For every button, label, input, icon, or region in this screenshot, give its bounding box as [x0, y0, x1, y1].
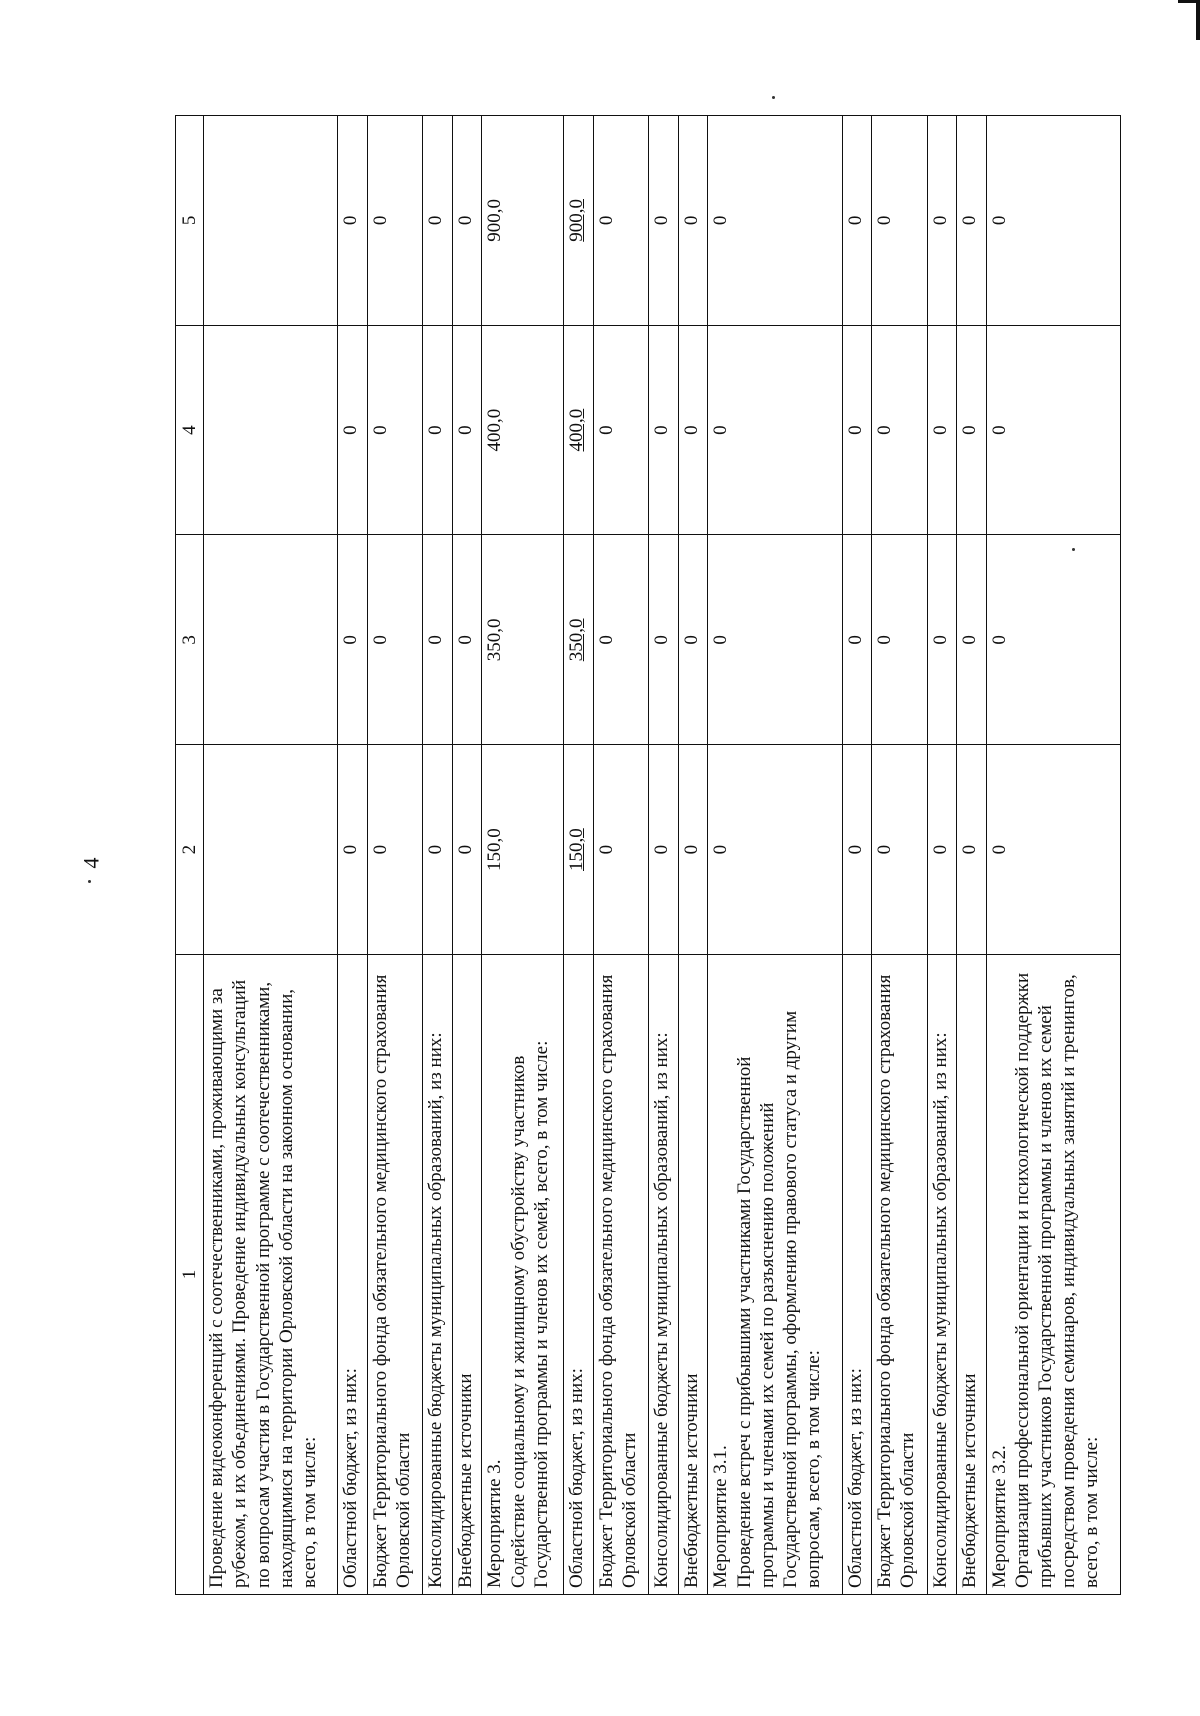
column-header: 1 [176, 955, 204, 1595]
row-value: 0 [708, 745, 842, 955]
column-header: 4 [176, 325, 204, 535]
row-value: 0 [986, 745, 1120, 955]
row-value: 0 [842, 116, 872, 326]
table-row [338, 116, 368, 1595]
row-value: 0 [452, 745, 482, 955]
row-label: Внебюджетные источники [678, 955, 708, 1595]
row-label: Мероприятие 3.2. Организация профессиональной ориентации и психологической поддержки прибывших участников Государственной программы и членов их семей посредством проведения семинаров, индивидуальных занятий и тренингов, всего, в том числе: [986, 955, 1120, 1595]
row-value [204, 116, 338, 326]
table-row [204, 116, 338, 1595]
row-label: Консолидированные бюджеты муниципальных образований, из них: [649, 955, 679, 1595]
row-value: 0 [872, 325, 928, 535]
row-value [204, 325, 338, 535]
row-value: 0 [593, 745, 649, 955]
row-value: 0 [338, 535, 368, 745]
row-value: 0 [842, 325, 872, 535]
row-value: 350,0 [564, 535, 594, 745]
table-row [842, 116, 872, 1595]
row-value: 0 [452, 325, 482, 535]
row-value: 400,0 [482, 325, 564, 535]
row-label: Областной бюджет, из них: [338, 955, 368, 1595]
table-row [423, 116, 453, 1595]
table-row [957, 116, 987, 1595]
row-value: 0 [927, 325, 957, 535]
table-row [872, 116, 928, 1595]
row-value: 0 [678, 535, 708, 745]
row-value: 0 [649, 116, 679, 326]
row-value: 0 [708, 116, 842, 326]
row-label: Бюджет Территориального фонда обязательного медицинского страхования Орловской области [367, 955, 423, 1595]
table-body [204, 116, 1121, 1595]
row-value: 0 [649, 745, 679, 955]
row-value: 0 [927, 745, 957, 955]
row-value: 0 [957, 535, 987, 745]
row-label: Внебюджетные источники [957, 955, 987, 1595]
row-value: 0 [872, 535, 928, 745]
row-value: 0 [367, 535, 423, 745]
row-value: 0 [593, 116, 649, 326]
scan-corner-mark [1178, 0, 1200, 40]
row-value: 0 [338, 745, 368, 955]
row-value: 0 [452, 116, 482, 326]
row-value: 0 [593, 535, 649, 745]
row-value: 0 [957, 745, 987, 955]
row-label: Мероприятие 3.1. Проведение встреч с прибывшими участниками Государственной программы и членами их семей по разъяснению положений Государственной программы, оформлению правового статуса и другим вопросам, всего, в том числе: [708, 955, 842, 1595]
table-row [564, 116, 594, 1595]
row-value: 0 [338, 325, 368, 535]
row-value: 0 [423, 745, 453, 955]
row-value: 0 [927, 535, 957, 745]
header-row [176, 116, 204, 1595]
row-value: 350,0 [482, 535, 564, 745]
row-label: Областной бюджет, из них: [564, 955, 594, 1595]
row-value: 0 [678, 325, 708, 535]
row-value [204, 535, 338, 745]
row-value: 0 [708, 325, 842, 535]
scan-speck [88, 880, 91, 883]
row-label: Бюджет Территориального фонда обязательного медицинского страхования Орловской области [872, 955, 928, 1595]
row-label: Внебюджетные источники [452, 955, 482, 1595]
table-row [708, 116, 842, 1595]
row-value: 0 [708, 535, 842, 745]
table-row [678, 116, 708, 1595]
table-row [649, 116, 679, 1595]
column-header: 5 [176, 116, 204, 326]
row-value: 0 [593, 325, 649, 535]
row-value: 0 [452, 535, 482, 745]
column-header: 3 [176, 535, 204, 745]
table-row [482, 116, 564, 1595]
row-value [204, 745, 338, 955]
row-label: Областной бюджет, из них: [842, 955, 872, 1595]
row-value: 0 [986, 535, 1120, 745]
row-value: 0 [842, 535, 872, 745]
row-value: 150,0 [482, 745, 564, 955]
budget-table [175, 115, 1121, 1595]
column-header: 2 [176, 745, 204, 955]
row-value: 0 [678, 116, 708, 326]
table-row [593, 116, 649, 1595]
row-value: 0 [649, 535, 679, 745]
row-value: 0 [957, 116, 987, 326]
row-value: 900,0 [482, 116, 564, 326]
row-value: 0 [367, 325, 423, 535]
row-label: Консолидированные бюджеты муниципальных образований, из них: [423, 955, 453, 1595]
row-value: 0 [367, 745, 423, 955]
table-row [927, 116, 957, 1595]
row-value: 150,0 [564, 745, 594, 955]
table-row [986, 116, 1120, 1595]
scan-speck [772, 96, 775, 99]
row-value: 0 [338, 116, 368, 326]
table-row [367, 116, 423, 1595]
page-number: 4 [78, 857, 104, 869]
row-label: Мероприятие 3. Содействие социальному и жилищному обустройству участников Государственной программы и членов их семей, всего, в том числе: [482, 955, 564, 1595]
row-value: 0 [367, 116, 423, 326]
row-value: 0 [957, 325, 987, 535]
row-value: 0 [986, 116, 1120, 326]
row-label: Бюджет Территориального фонда обязательного медицинского страхования Орловской области [593, 955, 649, 1595]
row-value: 0 [423, 535, 453, 745]
row-value: 0 [842, 745, 872, 955]
row-label: Проведение видеоконференций с соотечественниками, проживающими за рубежом, и их объединениями. Проведение индивидуальных консультаций по вопросам участия в Государственной программе с соотечественниками, находящимися на территории Орловской области на законном основании, всего, в том числе: [204, 955, 338, 1595]
row-label: Консолидированные бюджеты муниципальных образований, из них: [927, 955, 957, 1595]
row-value: 400,0 [564, 325, 594, 535]
rotated-table-wrapper [175, 115, 1121, 1595]
row-value: 900,0 [564, 116, 594, 326]
row-value: 0 [423, 116, 453, 326]
row-value: 0 [649, 325, 679, 535]
row-value: 0 [872, 745, 928, 955]
row-value: 0 [927, 116, 957, 326]
row-value: 0 [872, 116, 928, 326]
row-value: 0 [678, 745, 708, 955]
row-value: 0 [986, 325, 1120, 535]
table-row [452, 116, 482, 1595]
row-value: 0 [423, 325, 453, 535]
